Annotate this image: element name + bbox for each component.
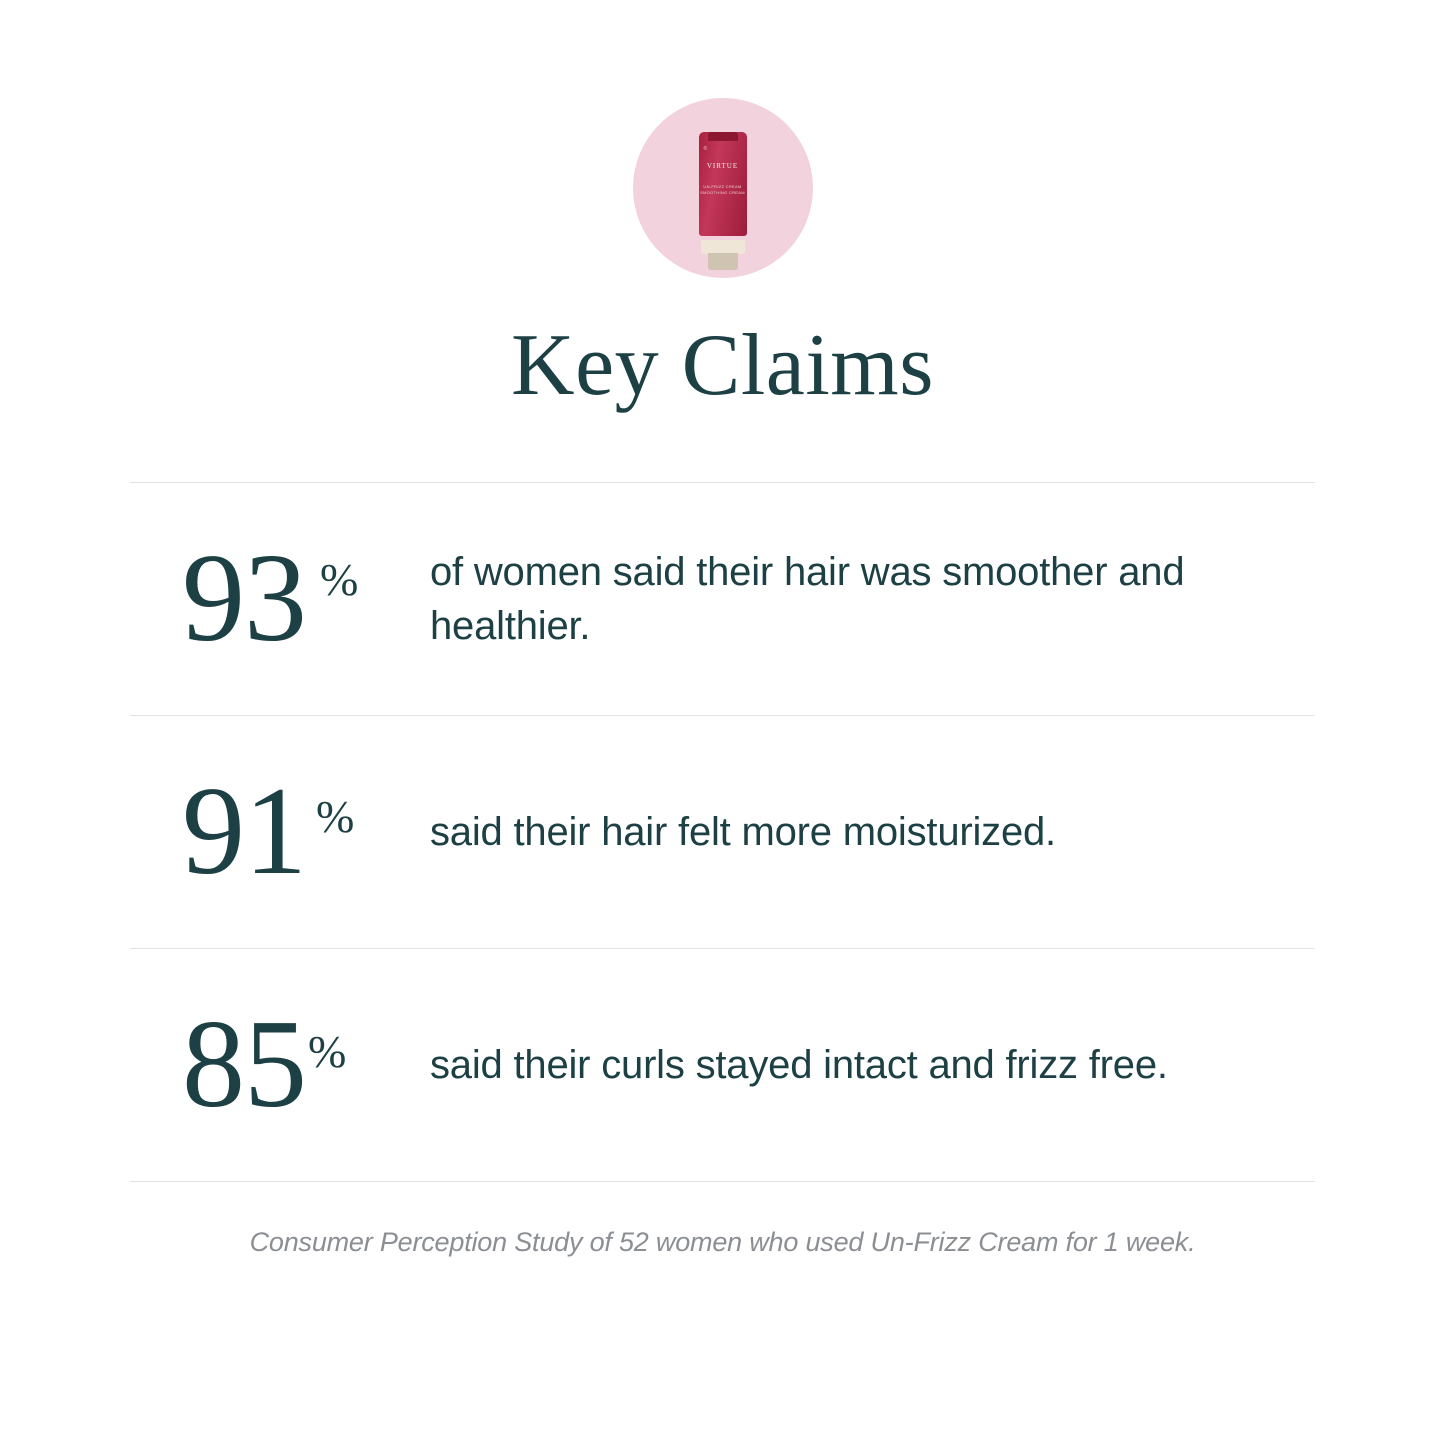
tube-body [699, 132, 747, 236]
tube-cap [708, 132, 738, 141]
claim-stat [130, 995, 430, 1134]
claim-number: 93 [182, 529, 306, 668]
product-badge [0, 98, 1445, 278]
claim-number: 91 [182, 762, 306, 901]
claim-stat [130, 762, 430, 901]
badge-circle [633, 98, 813, 278]
claim-text: said their curls stayed intact and frizz free. [430, 1043, 1168, 1087]
claim-text: said their hair felt more moisturized. [430, 810, 1056, 854]
tube-brand-label: VIRTUE [706, 162, 739, 170]
percent-symbol: % [308, 1026, 347, 1077]
tube-base [701, 240, 745, 254]
registered-mark: ® [703, 146, 708, 152]
claim-row [130, 716, 1315, 948]
study-footnote: Consumer Perception Study of 52 women who used Un-Frizz Cream for 1 week. [249, 1227, 1196, 1257]
claims-list [130, 482, 1315, 1182]
divider-bottom [130, 1181, 1315, 1182]
claim-row [130, 949, 1315, 1181]
product-tube-icon [699, 132, 747, 270]
claim-stat [130, 529, 430, 668]
page-title: Key Claims [511, 317, 934, 414]
tube-foot [708, 253, 738, 270]
claim-row [130, 483, 1315, 715]
claim-text: of women said their hair was smoother and healthier. [430, 550, 1185, 648]
claim-number: 85 [182, 995, 306, 1134]
tube-product-label: UN-FRIZZ CREAM SMOOTHING CREAM [700, 184, 745, 195]
percent-symbol: % [316, 791, 355, 842]
percent-symbol: % [320, 554, 359, 605]
